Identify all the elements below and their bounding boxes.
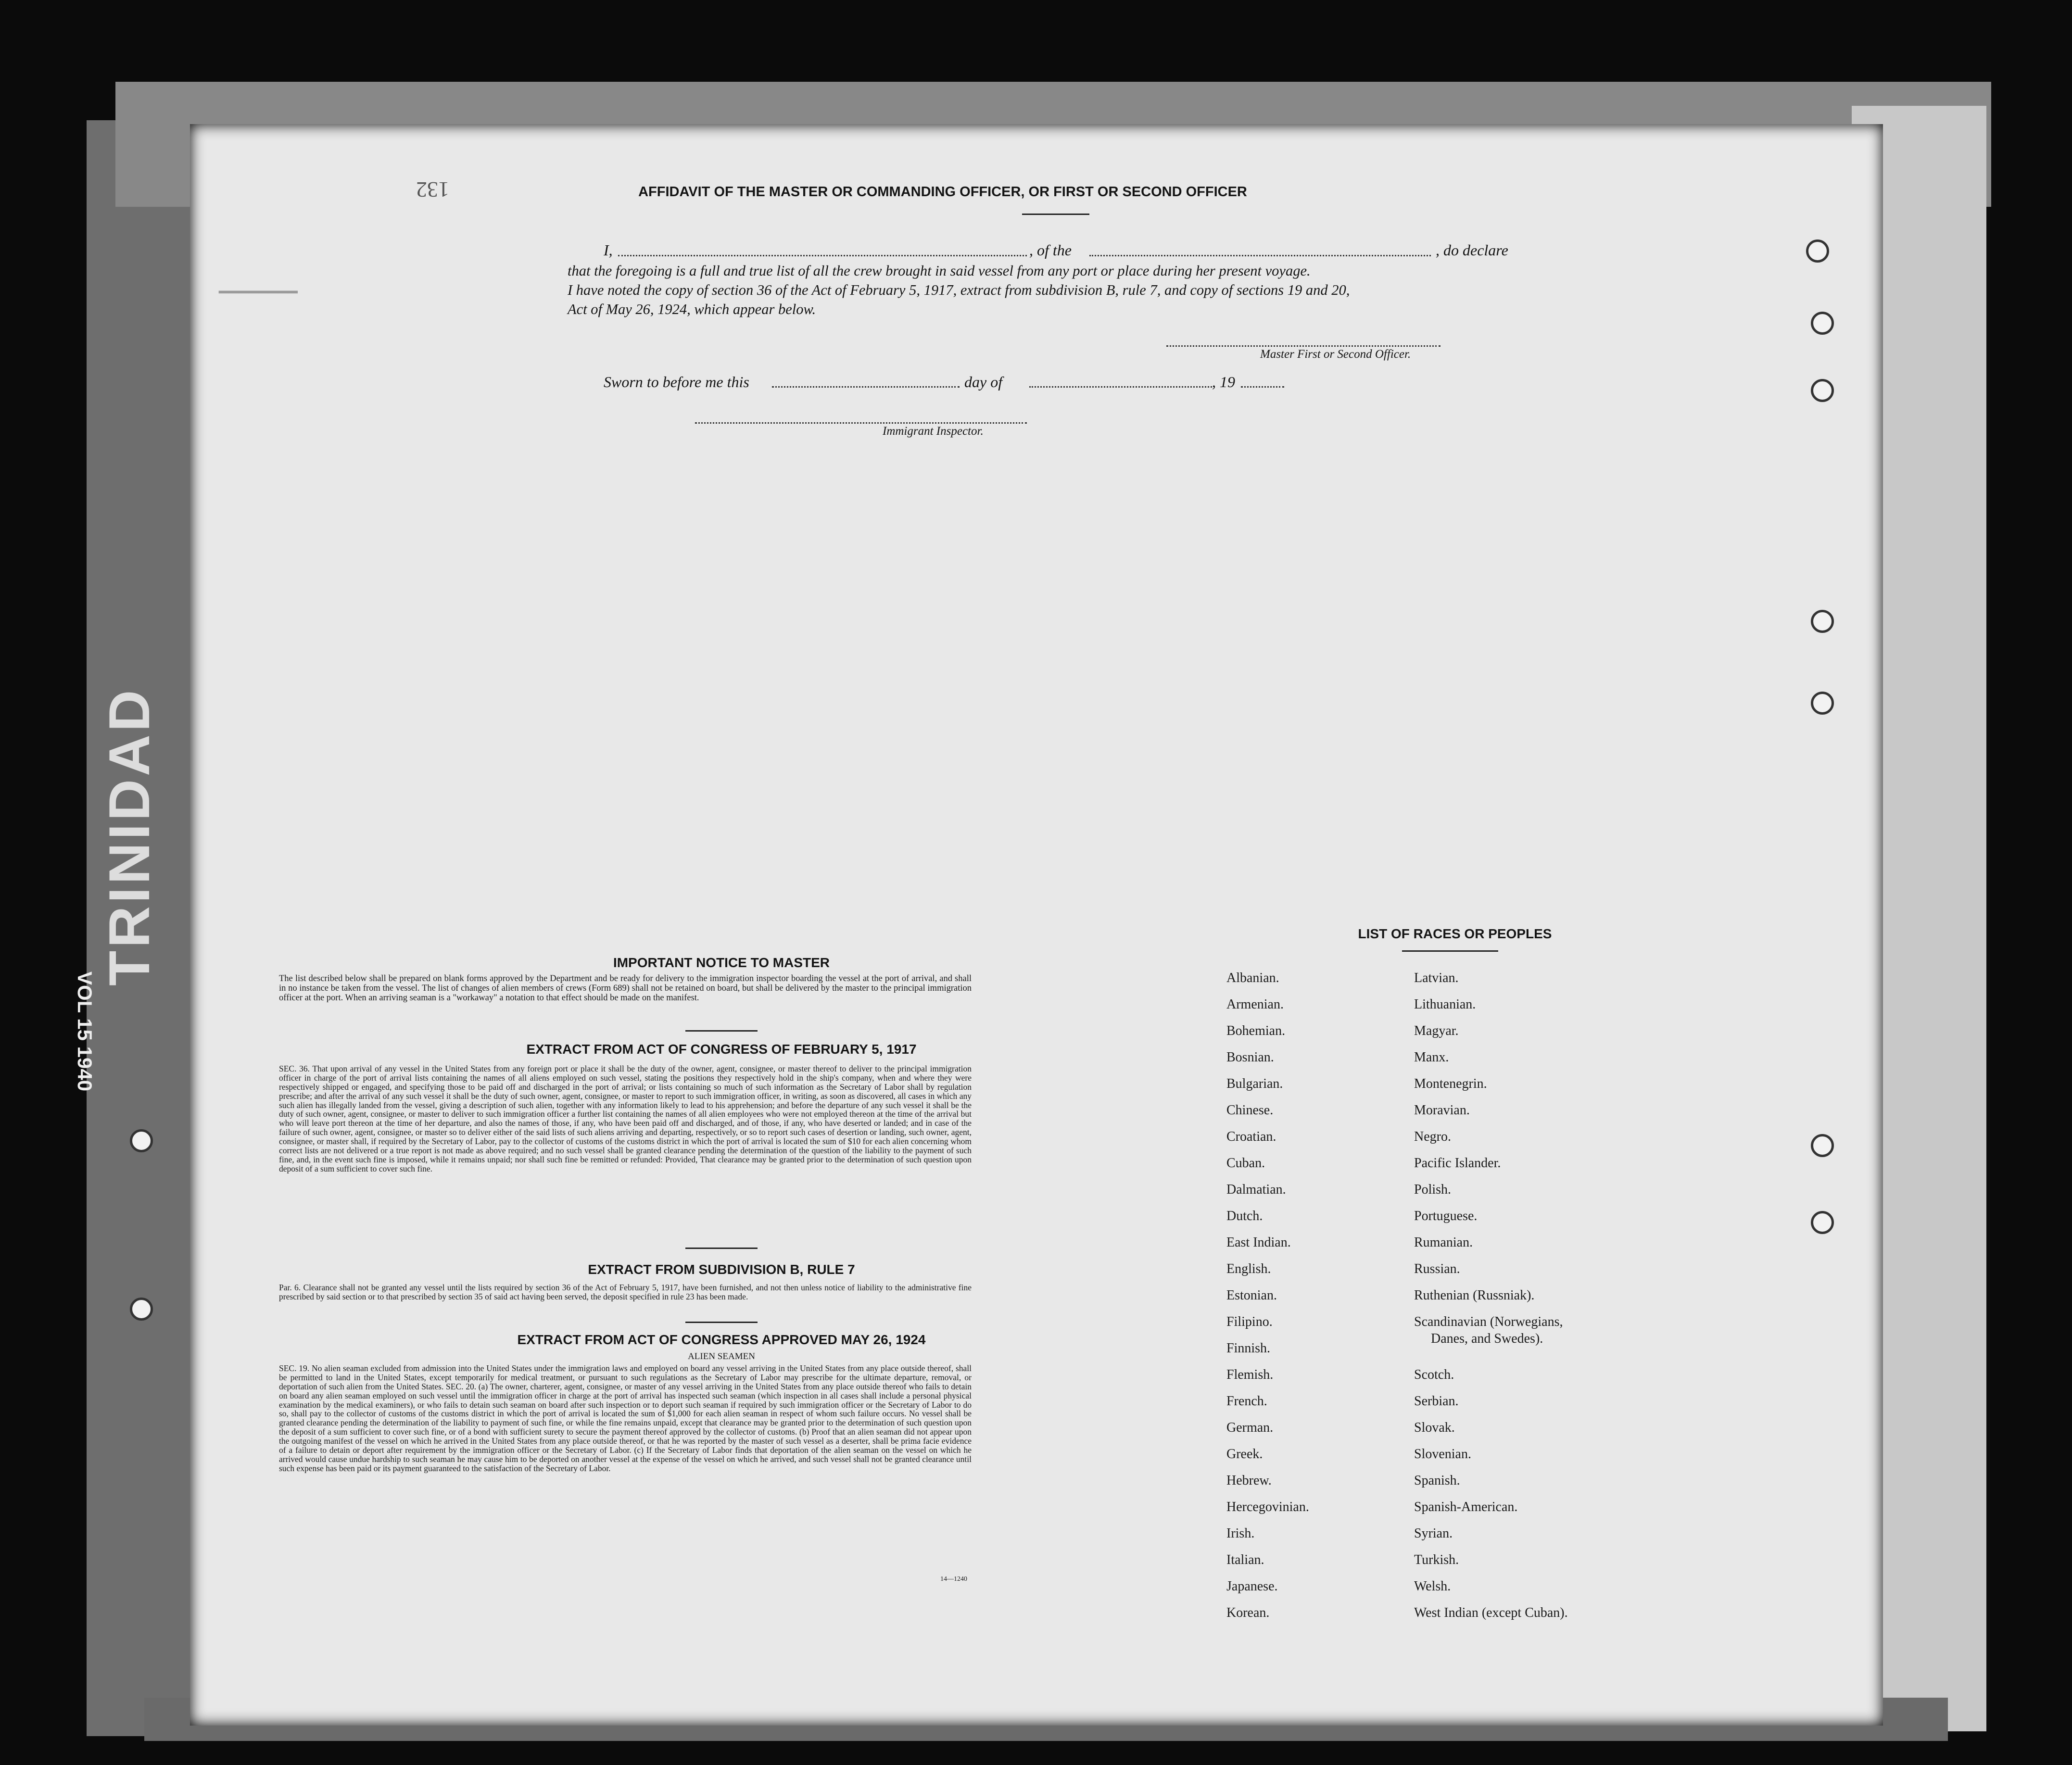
master-signature-line: [1166, 345, 1440, 347]
affidavit-line-3: I have noted the copy of section 36 of the Act of February 5, 1917, extract from subdivision B, rule 7, and copy of sections 19 and 20,: [568, 282, 1350, 298]
races-title: LIST OF RACES OR PEOPLES: [1358, 926, 1552, 941]
master-caption: Master First or Second Officer.: [1260, 348, 1411, 361]
rule7-rule: [685, 1322, 758, 1323]
affidavit-i: I,: [604, 241, 613, 259]
day-of-label: day of: [964, 373, 1003, 391]
volume-label: VOL 15 1940: [74, 971, 96, 1092]
race-item: Spanish.: [1414, 1473, 1460, 1488]
punch-hole: [1811, 1134, 1834, 1157]
sworn-day-line: [772, 386, 960, 388]
race-item: Scotch.: [1414, 1367, 1454, 1382]
race-item: Russian.: [1414, 1261, 1460, 1276]
race-item: Negro.: [1414, 1129, 1451, 1144]
punch-hole: [1811, 692, 1834, 715]
race-item: Polish.: [1414, 1182, 1452, 1197]
notice-title: IMPORTANT NOTICE TO MASTER: [613, 955, 830, 970]
race-item: Estonian.: [1226, 1288, 1277, 1303]
race-item: Croatian.: [1226, 1129, 1276, 1144]
race-item: East Indian.: [1226, 1235, 1291, 1250]
punch-hole: [1811, 312, 1834, 335]
race-item: Dutch.: [1226, 1209, 1263, 1223]
race-item: German.: [1226, 1420, 1274, 1435]
race-item: Turkish.: [1414, 1552, 1459, 1567]
races-rule: [1402, 950, 1498, 952]
extract-1917-body: SEC. 36. That upon arrival of any vessel in the United States from any foreign port or place it shall be the duty of the owner, agent, consignee, or master thereof to deliver to the principal immigration officer in charge of the port of arrival lists containing the names of all aliens employed on such vessel, stating the positions they respectively hold in the ship's company, when and where they were respectively shipped or engaged, and specifying those to be paid off and discharged in the port of arrival; or lists containing so much of such information as the Secretary of Labor shall by regulation prescribe; and after the arrival of any such vessel it shall be the duty of such owner, agent, consignee, or master to report to such immigration officer, in writing, as soon as discovered, all cases in which any such alien has illegally landed from the vessel, giving a description of such alien, together with any information likely to lead to his apprehension; and before the departure of any such vessel it shall be the duty of such owner, agent, consignee, or master to deliver to such immigration officer a further list containing the names of all alien employees who were not employed thereon at the time of the arrival but who will leave port thereon at the time of her departure, and also the names of those, if any, who have been paid off and discharged, and of those, if any, who have deserted or landed; and in case of the failure of such owner, agent, consignee, or master so to deliver either of the said lists of such aliens arriving and departing, respectively, or so to report such cases of desertion or landing, such owner, agent, consignee, or master shall, if required by the Secretary of Labor, pay to the collector of customs of the customs district in which the port of arrival is located the sum of $10 for each alien concerning whom correct lists are not delivered or a true report is not made as above required; and no such vessel shall be granted clearance pending the determination of the question of the liability to the payment of such fine, and, in the event such fine is imposed, while it remains unpaid; nor shall such fine be remitted or refunded: Provided, That clearance may be granted prior to the determination of such question upon deposit of a sum sufficient to cover such fine.: [279, 1064, 972, 1173]
punch-hole: [130, 1129, 153, 1152]
bleed-through: ━━━━━━━━: [219, 284, 298, 302]
race-item: Irish.: [1226, 1526, 1255, 1541]
handwritten-number: 132: [416, 177, 449, 202]
punch-hole: [1806, 240, 1829, 263]
form-number: 14—1240: [940, 1576, 967, 1583]
race-item: Danes, and Swedes).: [1431, 1331, 1543, 1346]
affidavit-title: AFFIDAVIT OF THE MASTER OR COMMANDING OFFICER, OR FIRST OR SECOND OFFICER: [638, 184, 1247, 200]
race-item: Latvian.: [1414, 971, 1459, 985]
race-item: Moravian.: [1414, 1103, 1470, 1118]
race-item: Spanish-American.: [1414, 1500, 1518, 1514]
extract-1917-title: EXTRACT FROM ACT OF CONGRESS OF FEBRUARY 5, 1917: [526, 1042, 917, 1057]
race-item: French.: [1226, 1394, 1267, 1409]
rule7-body: Par. 6. Clearance shall not be granted any vessel until the lists required by section 36 of the Act of February 5, 1917, have been furnished, and not then unless notice of liability to the administrative fine prescribed by said section or to that prescribed by section 35 of said act having been served, the deposit specified in rule 23 has been made.: [279, 1283, 972, 1301]
race-item: Dalmatian.: [1226, 1182, 1286, 1197]
race-item: Manx.: [1414, 1050, 1449, 1065]
sworn-month-line: [1029, 386, 1212, 388]
race-item: Rumanian.: [1414, 1235, 1473, 1250]
notice-rule: [685, 1030, 758, 1032]
race-item: Bosnian.: [1226, 1050, 1274, 1065]
punch-hole: [1811, 1211, 1834, 1234]
race-item: Japanese.: [1226, 1579, 1278, 1594]
race-item: Lithuanian.: [1414, 997, 1476, 1012]
manifest-page: [190, 124, 1883, 1726]
race-item: Montenegrin.: [1414, 1076, 1487, 1091]
inspector-caption: Immigrant Inspector.: [883, 425, 984, 438]
punch-hole: [1811, 610, 1834, 633]
sworn-label: Sworn to before me this: [604, 373, 749, 391]
race-item: Hercegovinian.: [1226, 1500, 1309, 1514]
race-item: Filipino.: [1226, 1314, 1273, 1329]
race-item: Bohemian.: [1226, 1023, 1286, 1038]
race-item: Hebrew.: [1226, 1473, 1272, 1488]
race-item: Armenian.: [1226, 997, 1284, 1012]
race-item: Albanian.: [1226, 971, 1279, 985]
race-item: English.: [1226, 1261, 1271, 1276]
race-item: Slovak.: [1414, 1420, 1455, 1435]
sworn-year-line: [1241, 386, 1284, 388]
race-item: Cuban.: [1226, 1156, 1265, 1171]
race-item: Ruthenian (Russniak).: [1414, 1288, 1535, 1303]
race-item: Greek.: [1226, 1447, 1263, 1462]
year-label: , 19: [1212, 373, 1235, 391]
race-item: Korean.: [1226, 1605, 1270, 1620]
extract-1924-body: SEC. 19. No alien seaman excluded from admission into the United States under the immigration laws and employed on board any vessel arriving in the United States from any place outside thereof, shall be permitted to land in the United States, except temporarily for medical treatment, or pursuant to such regulations as the Secretary of Labor may prescribe for the ultimate departure, removal, or deportation of such alien from the United States. SEC. 20. (a) The owner, charterer, agent, consignee, or master of any vessel arriving in the United States from any place outside thereof who fails to detain on board any alien seaman employed on such vessel until the immigration officer in charge at the port of arrival has inspected such seaman (which inspection in all cases shall include a personal physical examination by the medical examiners), or who fails to detain such seaman on board after such inspection or to deport such seaman if required by such immigration officer or the Secretary of Labor to do so, shall pay to the collector of customs of the customs district in which the port of arrival is located the sum of $1,000 for each alien seaman in respect of whom such failure occurs. No vessel shall be granted clearance pending the determination of the liability to payment of such fine, or while the fine remains unpaid, except that clearance may be granted prior to the determination of such question upon the deposit of a sum sufficient to cover such fine, or of a bond with sufficient surety to secure the payment thereof approved by the collector of customs. (b) Proof that an alien seaman did not appear upon the outgoing manifest of the vessel on which he arrived in the United States from any place outside thereof, or that he was reported by the master of such vessel as a deserter, shall be prima facie evidence of a failure to detain or deport after requirement by the immigration officer or the Secretary of Labor. (c) If the Secretary of Labor finds that deportation of the alien seaman on the vessel on which he arrived would cause undue hardship to such seaman he may cause him to be deported on another vessel at the expense of the vessel on which he arrived, and such vessel shall not be granted clearance until such expense has been paid or its payment guaranteed to the satisfaction of the Secretary of Labor.: [279, 1363, 972, 1473]
race-item: Chinese.: [1226, 1103, 1274, 1118]
extract-1917-rule: [685, 1248, 758, 1249]
rule7-title: EXTRACT FROM SUBDIVISION B, RULE 7: [588, 1262, 855, 1277]
extract-1924-title: EXTRACT FROM ACT OF CONGRESS APPROVED MAY 26, 1924: [517, 1332, 926, 1347]
race-item: West Indian (except Cuban).: [1414, 1605, 1568, 1620]
affidavit-line-2: that the foregoing is a full and true list of all the crew brought in said vessel from any port or place during her present voyage.: [568, 263, 1311, 279]
alien-seamen-subtitle: ALIEN SEAMEN: [688, 1351, 755, 1362]
vessel-line: [1089, 255, 1431, 256]
race-item: Finnish.: [1226, 1341, 1271, 1356]
race-item: Flemish.: [1226, 1367, 1274, 1382]
affidavit-do-declare: , do declare: [1436, 241, 1508, 259]
affidavit-line-4: Act of May 26, 1924, which appear below.: [568, 301, 816, 317]
race-item: Welsh.: [1414, 1579, 1451, 1594]
race-item: Slovenian.: [1414, 1447, 1471, 1462]
inspector-signature-line: [695, 422, 1027, 424]
margin-stamp: TRINIDAD: [97, 687, 162, 986]
race-item: Pacific Islander.: [1414, 1156, 1501, 1171]
race-item: Syrian.: [1414, 1526, 1453, 1541]
punch-hole: [1811, 379, 1834, 402]
affidavit-of-the: , of the: [1029, 241, 1072, 259]
name-line: [618, 255, 1027, 256]
race-item: Serbian.: [1414, 1394, 1459, 1409]
race-item: Bulgarian.: [1226, 1076, 1283, 1091]
race-item: Portuguese.: [1414, 1209, 1478, 1223]
notice-body: The list described below shall be prepared on blank forms approved by the Department and be ready for delivery to the immigration inspector boarding the vessel at the port of arrival, and shall in no instance be taken from the vessel. The list of changes of alien members of crews (Form 689) shall not be retained on board, but shall be delivered by the master to the principal immigration officer at the port. When an arriving seaman is a "workaway" a notation to that effect should be made on the manifest.: [279, 974, 972, 1003]
affidavit-rule: [1022, 214, 1089, 215]
race-item: Italian.: [1226, 1552, 1264, 1567]
race-item: Scandinavian (Norwegians,: [1414, 1314, 1563, 1329]
punch-hole: [130, 1298, 153, 1321]
race-item: Magyar.: [1414, 1023, 1459, 1038]
